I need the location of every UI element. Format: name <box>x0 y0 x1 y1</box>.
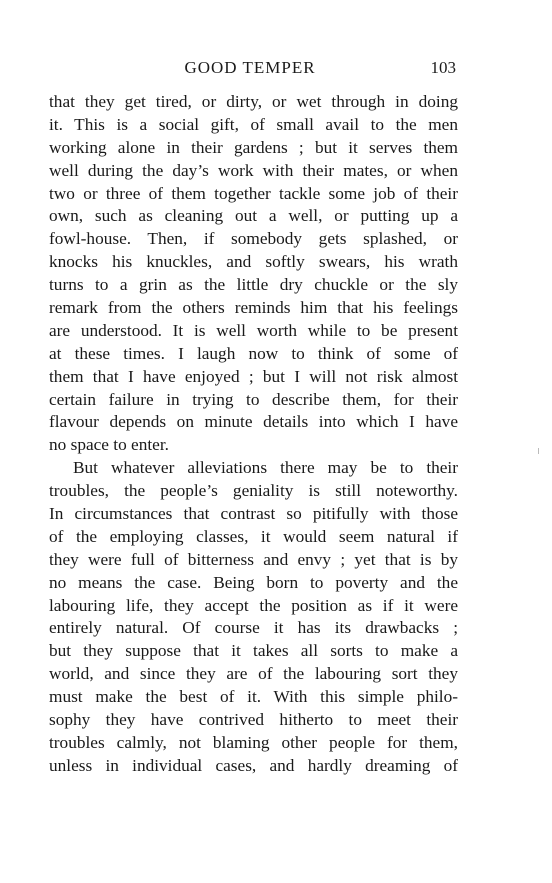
text-line: but they suppose that it takes all sorts to make a <box>49 641 458 661</box>
text-line: troubles calmly, not blaming other people for them, <box>49 732 458 752</box>
text-line: fowl-house. Then, if somebody gets splashed, or <box>49 229 458 249</box>
text-line: In circumstances that contrast so pitifully with those <box>49 504 458 524</box>
text-line: labouring life, they accept the position as if it were <box>49 595 458 615</box>
text-line: world, and since they are of the labouring sort they <box>49 664 458 684</box>
text-line: no means the case. Being born to poverty and the <box>49 572 458 592</box>
page-number: 103 <box>430 58 456 77</box>
text-line: knocks his knuckles, and softly swears, his wrath <box>49 252 458 272</box>
running-title: GOOD TEMPER <box>184 58 316 77</box>
text-line: of the employing classes, it would seem natural if <box>49 526 458 546</box>
text-line: two or three of them together tackle some job of their <box>49 183 458 203</box>
text-line: working alone in their gardens ; but it serves them <box>49 137 458 157</box>
paragraph-start-line: But whatever alleviations there may be to their <box>73 458 458 478</box>
text-line: turns to a grin as the little dry chuckle or the sly <box>49 275 458 295</box>
body-text <box>49 91 458 778</box>
text-line: sophy they have contrived hitherto to meet their <box>49 710 458 730</box>
text-line: it. This is a social gift, of small avail to the men <box>49 114 458 134</box>
text-line: troubles, the people’s geniality is still noteworthy. <box>49 481 458 501</box>
paragraph-end-line: no space to enter. <box>49 435 169 455</box>
text-line: certain failure in trying to describe them, for their <box>49 389 458 409</box>
scan-mark <box>538 448 539 454</box>
text-line: must make the best of it. With this simple philo- <box>49 687 458 707</box>
text-line: at these times. I laugh now to think of some of <box>49 343 458 363</box>
text-line: are understood. It is well worth while to be present <box>49 320 458 340</box>
text-line: them that I have enjoyed ; but I will not risk almost <box>49 366 458 386</box>
text-line: that they get tired, or dirty, or wet through in doing <box>49 92 458 111</box>
text-line: flavour depends on minute details into which I have <box>49 412 458 432</box>
running-head <box>0 58 552 82</box>
text-line: they were full of bitterness and envy ; yet that is by <box>49 549 458 569</box>
text-line: well during the day’s work with their mates, or when <box>49 160 458 180</box>
text-line: own, such as cleaning out a well, or putting up a <box>49 206 458 226</box>
text-line: unless in individual cases, and hardly dreaming of <box>49 755 458 775</box>
text-line: entirely natural. Of course it has its drawbacks ; <box>49 618 458 638</box>
text-line: remark from the others reminds him that his feelings <box>49 298 458 318</box>
